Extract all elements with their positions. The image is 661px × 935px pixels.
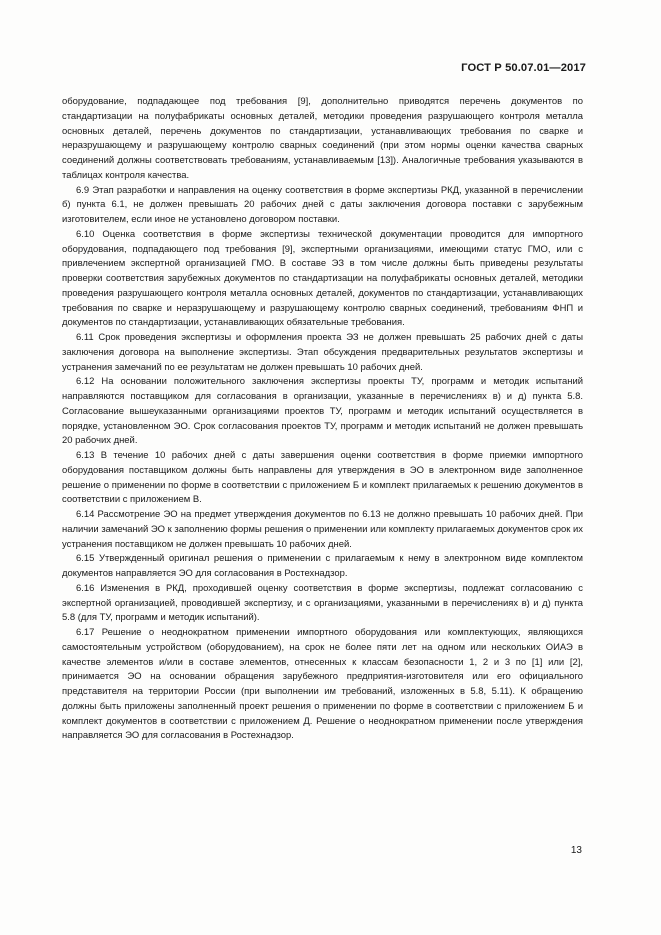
standard-designation: ГОСТ Р 50.07.01—2017 bbox=[461, 62, 586, 74]
paragraph-6-10: 6.10 Оценка соответствия в форме экспертизы технической документации проводится для импортного оборудования, подпадающего под требования [9], экспертными организациями, имеющими статус ГМО, или с привлечением экспертной организацией ГМО. В составе ЭЗ в том числе должны быть приведены результаты проверки соответствия зарубежных документов по стандартизации на полуфабрикаты основных деталей, методики проведения разрушающего контроля металла основных деталей, документов по стандартизации, устанавливающих требования по сварке и неразрушающему и разрушающему контролю сварных соединений, требованиям ФНП и документов по стандартизации, устанавливающих обязательные требования. bbox=[62, 228, 583, 329]
paragraph-6-16: 6.16 Изменения в РКД, проходившей оценку соответствия в форме экспертизы, подлежат согласованию с экспертной организацией, проводившей экспертизу, и с организациями, указанными в перечислениях в) и д) пункта 5.8 (для ТУ, программ и методик испытаний). bbox=[62, 582, 583, 624]
paragraph-6-11: 6.11 Срок проведения экспертизы и оформления проекта ЭЗ не должен превышать 25 рабочих дней с даты заключения договора на выполнение экспертизы. Этап обсуждения предварительных результатов экспертизы и устранения замечаний по ее результатам не должен превышать 10 рабочих дней. bbox=[62, 332, 583, 373]
paragraph-6-12: 6.12 На основании положительного заключения экспертизы проекты ТУ, программ и методик испытаний направляются поставщиком для согласования в организации, указанные в перечислениях в) и д) пункта 5.8. Согласование вышеуказанными организациями проектов ТУ, программ и методик испытаний осуществляется в порядке, установленном ЭО. Срок согласования проектов ТУ, программ и методик испытаний не должен превышать 20 рабочих дней. bbox=[62, 376, 583, 447]
body-text bbox=[62, 95, 583, 744]
paragraph-6-14: 6.14 Рассмотрение ЭО на предмет утверждения документов по 6.13 не должно превышать 10 рабочих дней. При наличии замечаний ЭО к заполнению формы решения о применении или комплекту прилагаемых документов срок их устранения поставщиком не должен превышать 10 рабочих дней. bbox=[62, 509, 583, 550]
page-number: 13 bbox=[570, 845, 582, 856]
paragraph-6-15: 6.15 Утвержденный оригинал решения о применении с прилагаемым к нему в электронном виде комплектом документов направляется ЭО для согласования в Ростехнадзор. bbox=[62, 553, 583, 579]
paragraph-6-17: 6.17 Решение о неоднократном применении импортного оборудования или комплектующих, являющихся самостоятельным устройством (оборудованием), на срок не более пяти лет на одном или нескольких ОИАЭ в качестве элементов и/или в составе элементов, отнесенных к классам безопасности 1, 2 и 3 по [1] или [2], принимается ЭО на основании обращения зарубежного предприятия-изготовителя или его официального представителя на территории России (при выполнении им требований, изложенных в 5.8, 5.11). К обращению должны быть приложены заполненный проект решения о применении по форме в соответствии с приложением Б и комплект документов в соответствии с приложением Д. Решение о неоднократном применении после утверждения направляется ЭО для согласования в Ростехнадзор. bbox=[62, 627, 583, 742]
paragraph-6-13: 6.13 В течение 10 рабочих дней с даты завершения оценки соответствия в форме приемки импортного оборудования поставщиком должны быть направлены для утверждения в ЭО в электронном виде заполненное решение о применении по форме в соответствии с приложением Б и комплект прилагаемых к решению документов в соответствии с приложением В. bbox=[62, 450, 583, 506]
paragraph-continuation: оборудование, подпадающее под требования [9], дополнительно приводятся перечень документов по стандартизации на полуфабрикаты основных деталей, методики проведения разрушающего контроля металла основных деталей, перечень документов по стандартизации, устанавливающих требования по сварке и неразрушающему и разрушающему контролю сварных соединений (при этом нормы оценки качества сварных соединений должны соответствовать требованиям, устанавливаемым [13]). Аналогичные требования указываются в таблицах контроля качества. bbox=[62, 96, 583, 181]
paragraph-6-9: 6.9 Этап разработки и направления на оценку соответствия в форме экспертизы РКД, указанной в перечислении б) пункта 6.1, не должен превышать 20 рабочих дней с даты заключения договора поставки с зарубежным изготовителем, если иное не установлено договором поставки. bbox=[62, 184, 583, 225]
